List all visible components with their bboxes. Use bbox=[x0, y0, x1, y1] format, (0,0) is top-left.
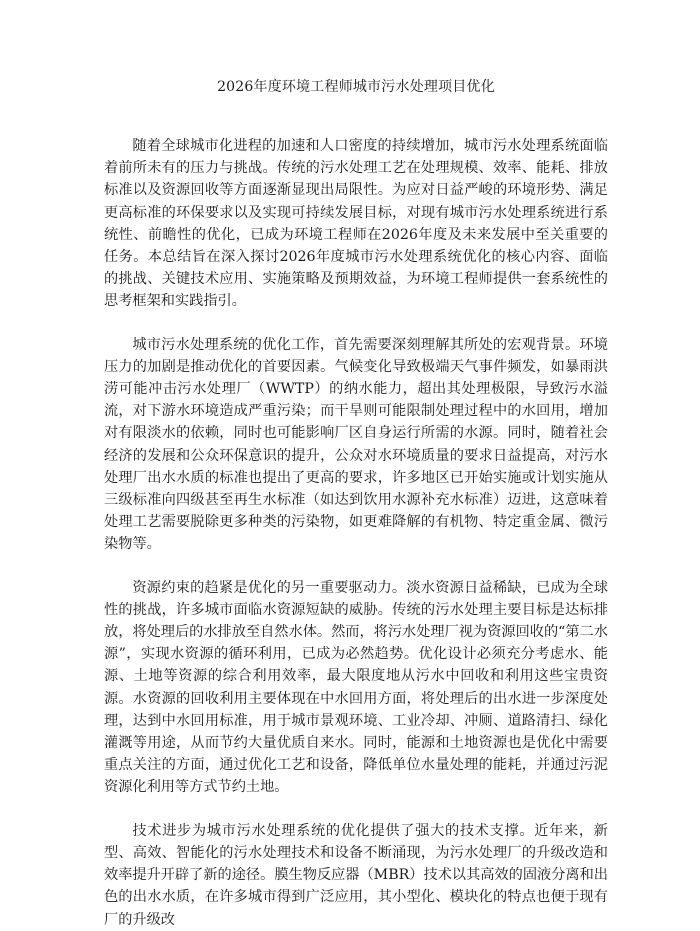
paragraph-resources: 资源约束的趋紧是优化的另一重要驱动力。淡水资源日益稀缺，已成为全球性的挑战，许多城市面临水资源短缺的威胁。传统的污水处理主要目标是达标排放，将处理后的水排放至自然水体。然而，将污水处理厂视为资源回收的“第二水源”，实现水资源的循环利用，已成为必然趋势。优化设计必须充分考虑水、能源、土地等资源的综合利用效率，最大限度地从污水中回收和利用这些宝贵资源。水资源的回收利用主要体现在中水回用方面，将处理后的出水进一步深度处理，达到中水回用标准，用于城市景观环境、工业冷却、冲厕、道路清扫、绿化灌溉等用途，从而节约大量优质自来水。同时，能源和土地资源也是优化中需要重点关注的方面，通过优化工艺和设备，降低单位水量处理的能耗，并通过污泥资源化利用等方式节约土地。 bbox=[104, 579, 608, 796]
paragraph-intro: 随着全球城市化进程的加速和人口密度的持续增加，城市污水处理系统面临着前所未有的压力与挑战。传统的污水处理工艺在处理规模、效率、能耗、排放标准以及资源回收等方面逐渐显现出局限性。为应对日益严峻的环境形势、满足更高标准的环保要求以及实现可持续发展目标，对现有城市污水处理系统进行系统性、前瞻性的优化，已成为环境工程师在2026年度及未来发展中至关重要的任务。本总结旨在深入探讨2026年度城市污水处理系统优化的核心内容、面临的挑战、关键技术应用、实施策略及预期效益，为环境工程师提供一套系统性的思考框架和实践指引。 bbox=[104, 138, 608, 310]
document-title: 2026年度环境工程师城市污水处理项目优化 bbox=[217, 79, 495, 95]
paragraph-technology: 技术进步为城市污水处理系统的优化提供了强大的技术支撑。近年来，新型、高效、智能化的污水处理技术和设备不断涌现，为污水处理厂的升级改造和效率提升开辟了新的途径。膜生物反应器（MBR）技术以其高效的固液分离和出色的出水水质，在许多城市得到广泛应用，其小型化、模块化的特点也便于现有厂的升级改 bbox=[104, 822, 608, 928]
paragraph-background: 城市污水处理系统的优化工作，首先需要深刻理解其所处的宏观背景。环境压力的加剧是推动优化的首要因素。气候变化导致极端天气事件频发，如暴雨洪涝可能冲击污水处理厂（WWTP）的纳水能力，超出其处理极限，导致污水溢流，对下游水环境造成严重污染；而干旱则可能限制处理过程中的水回用，增加对有限淡水的依赖，同时也可能影响厂区自身运行所需的水源。同时，随着社会经济的发展和公众环保意识的提升，公众对水环境质量的要求日益提高，对污水处理厂出水水质的标准也提出了更高的要求，许多地区已开始实施或计划实施从三级标准向四级甚至再生水标准（如达到饮用水源补充水标准）迈进，这意味着处理工艺需要脱除更多种类的污染物，如更难降解的有机物、特定重金属、微污染物等。 bbox=[104, 336, 608, 553]
